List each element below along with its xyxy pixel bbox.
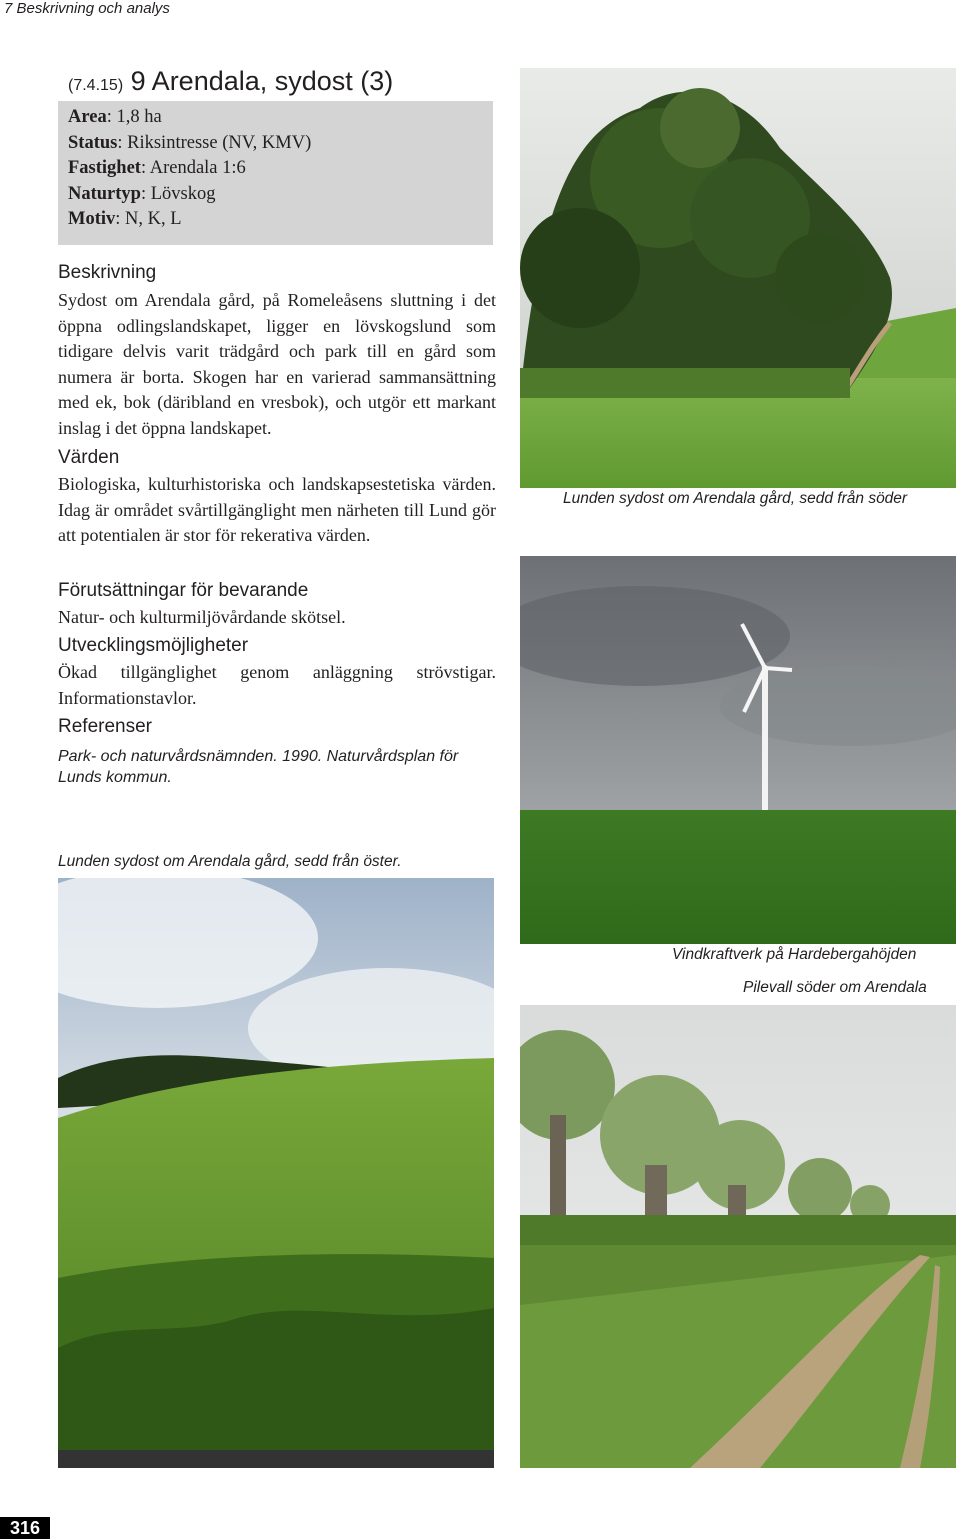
section-title xyxy=(68,66,393,97)
caption-grove-south: Lunden sydost om Arendala gård, sedd från söder xyxy=(563,490,908,507)
info-box xyxy=(58,101,493,245)
photo-wind-turbine xyxy=(520,556,956,944)
info-fastighet xyxy=(68,156,493,182)
info-status xyxy=(68,131,493,157)
text-referenser: Park- och naturvårdsnämnden. 1990. Naturvårdsplan för Lunds kommun. xyxy=(58,748,459,786)
heading-forutsattningar: Förutsättningar för bevarande xyxy=(58,580,309,601)
info-naturtyp xyxy=(68,182,493,208)
photo-grove-south xyxy=(520,68,956,488)
caption-grove-east: Lunden sydost om Arendala gård, sedd från öster. xyxy=(58,853,402,870)
page-number: 316 xyxy=(0,1517,50,1539)
heading-varden: Värden xyxy=(58,447,120,468)
caption-pollard-willows: Pilevall söder om Arendala xyxy=(743,979,927,996)
info-motiv xyxy=(68,207,493,233)
info-area xyxy=(68,105,493,131)
photo-grove-east xyxy=(58,878,494,1468)
info-label: Naturtyp xyxy=(68,183,141,204)
info-label: Motiv xyxy=(68,209,116,229)
text-forutsattningar: Natur- och kulturmiljövårdande skötsel. xyxy=(58,607,346,627)
section-number: (7.4.15) xyxy=(68,77,124,94)
running-head: 7 Beskrivning och analys xyxy=(4,0,170,17)
text-varden: Biologiska, kulturhistoriska och landskapsestetiska värden. Idag är området svårtillgänglight men närheten till Lund gör att potentialen är stor för rekerativa värden. xyxy=(58,474,496,546)
info-label: Area xyxy=(68,107,107,127)
heading-utveckling: Utvecklingsmöjligheter xyxy=(58,635,249,656)
info-value: : Riksintresse (NV, KMV) xyxy=(117,132,312,153)
heading-beskrivning: Beskrivning xyxy=(58,262,157,283)
info-label: Status xyxy=(68,132,118,153)
caption-wind-turbine: Vindkraftverk på Hardebergahöjden xyxy=(672,946,917,963)
info-value: : 1,8 ha xyxy=(106,107,162,127)
heading-referenser: Referenser xyxy=(58,716,152,737)
photo-pollard-willows xyxy=(520,1005,956,1468)
info-value: : Arendala 1:6 xyxy=(140,158,246,178)
section-name: 9 Arendala, sydost (3) xyxy=(130,66,394,96)
text-beskrivning: Sydost om Arendala gård, på Romeleåsens sluttning i det öppna odlingslandskapet, ligger en lövskogslund som tidigare delvis varit trädgård och park till en gård som numera är borta. Skogen har en varierad sammansättning med ek, bok (däribland en vresbok), och utgör ett markant inslag i det öppna landskapet. xyxy=(58,290,496,438)
text-utveckling: Ökad tillgänglighet genom anläggning strövstigar. Informationstavlor. xyxy=(58,662,496,708)
info-value: : N, K, L xyxy=(115,209,182,229)
info-label: Fastighet xyxy=(68,158,141,178)
info-value: : Lövskog xyxy=(140,183,216,204)
